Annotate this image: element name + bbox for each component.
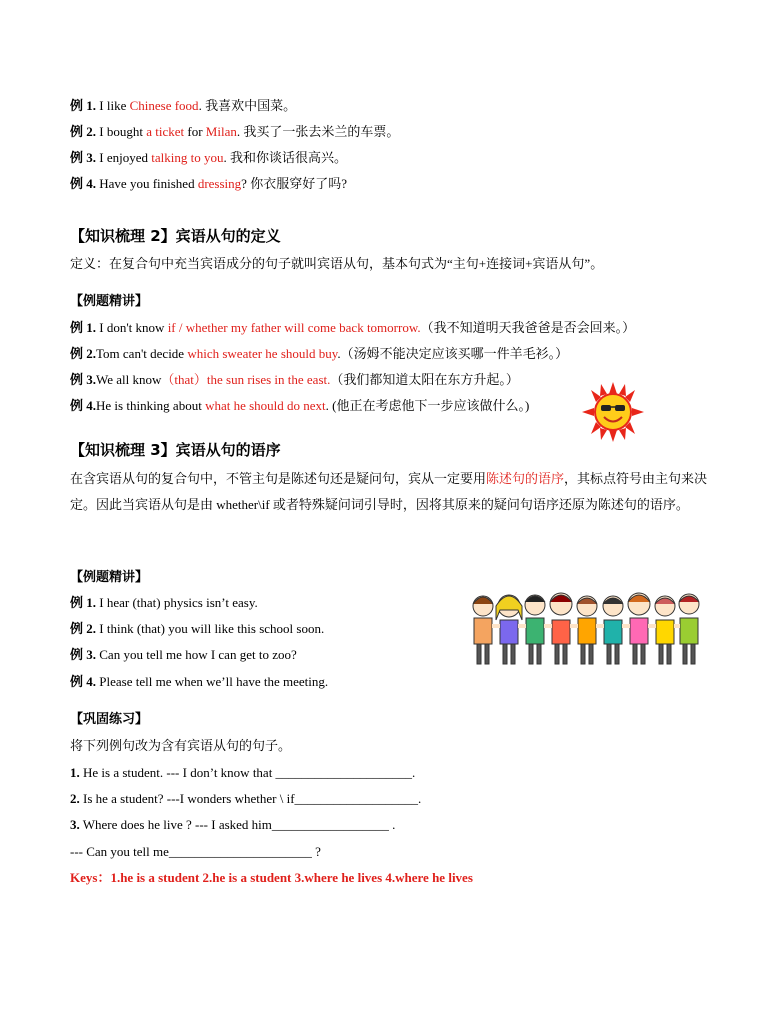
example-line: 例 2. I bought a ticket for Milan. 我买了一张去米兰的车票。 — [70, 124, 400, 139]
definition-text: 定义：在复合句中充当宾语成分的句子就叫宾语从句，基本句式为“主句+连接词+宾语从句”。 — [70, 256, 604, 271]
practice-item: 1. He is a student. --- I don’t know that _____________________. — [70, 765, 416, 780]
word-order-paragraph: 在含宾语从句的复合句中，不管主句是陈述句还是疑问句，宾从一定要用陈述句的语序，其标点符号由主句来决定。因此当宾语从句是由 whether\if 或者特殊疑问词引导时，因将其原来的疑问句语序还原为陈述句的语序。 — [70, 471, 708, 512]
example-line: 例 1. I don't know if / whether my father will come back tomorrow.（我不知道明天我爸爸是否会回来。） — [70, 320, 636, 335]
practice-item: 2. Is he a student? ---I wonders whether \ if___________________. — [70, 791, 422, 806]
section-heading: 【知识梳理 2】宾语从句的定义 — [70, 227, 281, 245]
subheading: 【例题精讲】 — [70, 294, 149, 309]
example-line: 例 3. Can you tell me how I can get to zoo? — [70, 647, 297, 662]
subheading: 【巩固练习】 — [70, 712, 149, 727]
example-line: 例 4.He is thinking about what he should do next. (他正在考虑他下一步应该做什么。) — [70, 398, 530, 413]
section-heading: 【知识梳理 3】宾语从句的语序 — [70, 441, 281, 459]
sun-illustration — [582, 382, 644, 442]
example-line: 例 4. Have you finished dressing? 你衣服穿好了吗? — [70, 176, 347, 191]
example-line: 例 2.Tom can't decide which sweater he should buy.（汤姆不能决定应该买哪一件羊毛衫。） — [70, 346, 569, 361]
example-line: 例 3. I enjoyed talking to you. 我和你谈话很高兴。 — [70, 150, 347, 165]
example-line: 例 2. I think (that) you will like this school soon. — [70, 621, 325, 636]
example-line: 例 1. I hear (that) physics isn’t easy. — [70, 595, 258, 610]
example-line: 例 3.We all know（that）the sun rises in the east.（我们都知道太阳在东方升起。） — [70, 372, 519, 387]
example-line: 例 1. I like Chinese food. 我喜欢中国菜。 — [70, 98, 297, 113]
answer-keys: Keys：1.he is a student 2.he is a student 3.where he lives 4.where he lives — [70, 870, 473, 885]
subheading: 【例题精讲】 — [70, 570, 149, 585]
kids-illustration — [472, 580, 700, 670]
practice-item: --- Can you tell me______________________ ? — [70, 844, 321, 859]
instruction-text: 将下列例句改为含有宾语从句的句子。 — [70, 738, 292, 753]
example-line: 例 4. Please tell me when we’ll have the meeting. — [70, 674, 329, 689]
practice-item: 3. Where does he live ? --- I asked him__________________ . — [70, 817, 396, 832]
